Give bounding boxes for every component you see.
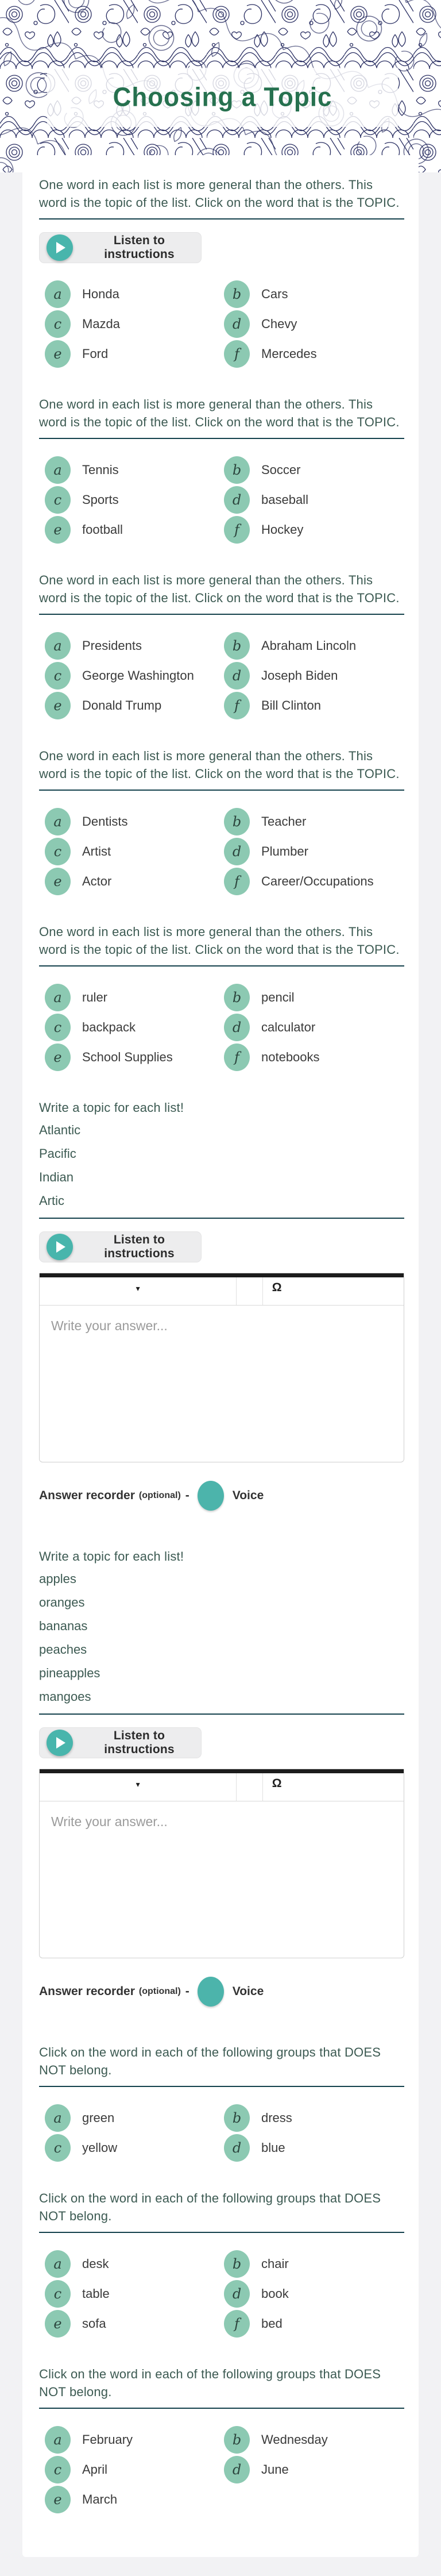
paragraph-format-dropdown[interactable] <box>40 1773 237 1801</box>
option-letter-badge: c <box>45 486 71 514</box>
option-letter-badge: b <box>224 2426 250 2454</box>
question-divider <box>39 614 404 615</box>
option-label: dress <box>261 2111 292 2125</box>
option-label: Abraham Lincoln <box>261 638 357 653</box>
option-label: football <box>82 522 123 537</box>
page-bottom-gap <box>0 2557 441 2576</box>
option-f[interactable] <box>224 340 404 368</box>
list-word: apples <box>39 1572 76 1586</box>
question-block <box>39 2043 404 2162</box>
listen-label: Listen to instructions <box>104 1729 175 1756</box>
option-letter-badge: e <box>45 516 71 544</box>
option-label: Dentists <box>82 814 128 829</box>
option-e[interactable] <box>45 516 218 544</box>
question-block <box>39 176 404 368</box>
toolbar-separator <box>237 1277 262 1305</box>
option-letter-badge: e <box>45 2486 71 2513</box>
worksheet-card <box>22 155 419 2557</box>
voice-recorder-button[interactable] <box>198 1481 224 1511</box>
option-b[interactable] <box>224 280 404 308</box>
option-letter-badge: d <box>224 310 250 338</box>
question-divider <box>39 2232 404 2233</box>
option-letter-badge: f <box>224 1044 250 1071</box>
option-d[interactable] <box>224 662 404 690</box>
editor-toolbar <box>40 1277 404 1306</box>
option-f[interactable] <box>224 1044 404 1071</box>
option-d[interactable] <box>224 2134 404 2162</box>
questions <box>39 176 404 2513</box>
recorder-optional-label: (optional) <box>138 1986 181 1996</box>
option-c[interactable] <box>45 2134 218 2162</box>
option-letter-badge: f <box>224 516 250 544</box>
toolbar-separator <box>237 1773 262 1801</box>
option-label: Tennis <box>82 463 119 477</box>
option-d[interactable] <box>224 310 404 338</box>
option-letter-badge: f <box>224 692 250 719</box>
option-c[interactable] <box>45 2456 218 2483</box>
option-letter-badge: d <box>224 662 250 690</box>
option-label: Actor <box>82 874 112 888</box>
option-f[interactable] <box>224 868 404 895</box>
omega-icon: Ω <box>272 1281 282 1294</box>
option-label: desk <box>82 2257 109 2271</box>
option-a[interactable] <box>45 632 218 660</box>
list-word: Artic <box>39 1193 64 1208</box>
worksheet-header <box>0 0 441 172</box>
answer-recorder-row <box>39 1481 404 1511</box>
option-letter-badge: d <box>224 2134 250 2162</box>
options-grid <box>39 632 404 719</box>
question-block <box>39 395 404 544</box>
option-label: Donald Trump <box>82 698 162 713</box>
option-c[interactable] <box>45 838 218 865</box>
question-prompt: One word in each list is more general than the others. This word is the topic of the list. Click on the word that is the TOPIC. <box>39 925 400 957</box>
option-a[interactable] <box>45 2104 218 2132</box>
option-letter-badge: d <box>224 2456 250 2483</box>
option-a[interactable] <box>45 808 218 835</box>
option-letter-badge: c <box>45 2456 71 2483</box>
option-f[interactable] <box>224 516 404 544</box>
option-letter-badge: b <box>224 2104 250 2132</box>
option-letter-badge: a <box>45 456 71 484</box>
list-word: Atlantic <box>39 1123 81 1137</box>
question-divider <box>39 1218 404 1219</box>
option-b[interactable] <box>224 632 404 660</box>
option-e[interactable] <box>45 692 218 719</box>
special-characters-button[interactable] <box>263 1773 282 1801</box>
question-prompt: One word in each list is more general than the others. This word is the topic of the list. Click on the word that is the TOPIC. <box>39 178 400 210</box>
options-grid <box>39 2104 404 2162</box>
question-prompt: Write a topic for each list! <box>39 1549 184 1564</box>
option-e[interactable] <box>45 1044 218 1071</box>
recorder-label: Answer recorder <box>39 1489 135 1502</box>
option-label: Chevy <box>261 317 297 331</box>
question-prompt: One word in each list is more general than the others. This word is the topic of the list. Click on the word that is the TOPIC. <box>39 573 400 605</box>
option-e[interactable] <box>45 340 218 368</box>
question-prompt: Click on the word in each of the following groups that DOES NOT belong. <box>39 2191 381 2223</box>
list-word: bananas <box>39 1619 88 1633</box>
paragraph-format-dropdown[interactable] <box>40 1277 237 1305</box>
option-b[interactable] <box>224 984 404 1011</box>
option-label: Career/Occupations <box>261 874 374 888</box>
option-letter-badge: e <box>45 340 71 368</box>
option-letter-badge: b <box>224 2250 250 2278</box>
option-f[interactable] <box>224 2310 404 2338</box>
omega-icon: Ω <box>272 1777 282 1790</box>
options-grid <box>39 808 404 895</box>
editor-toolbar <box>40 1773 404 1801</box>
word-list <box>39 1120 404 1211</box>
question-divider <box>39 965 404 967</box>
option-letter-badge: d <box>224 838 250 865</box>
option-label: green <box>82 2111 115 2125</box>
option-letter-badge: a <box>45 2426 71 2454</box>
option-label: Artist <box>82 844 111 858</box>
answer-recorder-row <box>39 1977 404 2007</box>
option-letter-badge: e <box>45 692 71 719</box>
question-block <box>39 2189 404 2338</box>
option-c[interactable] <box>45 486 218 514</box>
listen-to-instructions-button[interactable] <box>39 232 202 263</box>
list-word: Indian <box>39 1170 74 1184</box>
editor-top-bar <box>40 1273 404 1277</box>
listen-label: Listen to instructions <box>104 1233 175 1260</box>
option-label: sofa <box>82 2316 106 2331</box>
question-divider <box>39 790 404 791</box>
option-letter-badge: c <box>45 310 71 338</box>
option-label: February <box>82 2432 133 2447</box>
option-b[interactable] <box>224 808 404 835</box>
option-label: April <box>82 2462 108 2477</box>
question-prompt: Write a topic for each list! <box>39 1100 184 1115</box>
option-b[interactable] <box>224 2426 404 2454</box>
option-letter-badge: d <box>224 1014 250 1041</box>
option-letter-badge: a <box>45 2104 71 2132</box>
option-label: Wednesday <box>261 2432 328 2447</box>
option-label: chair <box>261 2257 289 2271</box>
option-letter-badge: e <box>45 1044 71 1071</box>
option-label: Cars <box>261 287 288 301</box>
option-label: Hockey <box>261 522 304 537</box>
chevron-down-icon: ▾ <box>136 1284 140 1293</box>
option-letter-badge: a <box>45 808 71 835</box>
option-label: Soccer <box>261 463 301 477</box>
option-e[interactable] <box>45 2486 218 2513</box>
option-a[interactable] <box>45 280 218 308</box>
option-letter-badge: f <box>224 2310 250 2338</box>
option-label: baseball <box>261 492 308 507</box>
option-letter-badge: b <box>224 632 250 660</box>
option-label: George Washington <box>82 668 194 683</box>
option-label: Sports <box>82 492 119 507</box>
answer-input[interactable] <box>40 1801 404 1958</box>
option-letter-badge: e <box>45 2310 71 2338</box>
question-divider <box>39 2408 404 2409</box>
option-b[interactable] <box>224 2250 404 2278</box>
option-f[interactable] <box>224 692 404 719</box>
list-word: mangoes <box>39 1689 91 1704</box>
option-d[interactable] <box>224 2280 404 2308</box>
option-b[interactable] <box>224 456 404 484</box>
voice-recorder-button[interactable] <box>198 1977 224 2007</box>
listen-to-instructions-button[interactable] <box>39 1231 202 1262</box>
option-letter-badge: e <box>45 868 71 895</box>
listen-label: Listen to instructions <box>104 234 175 261</box>
option-label: notebooks <box>261 1050 320 1064</box>
listen-to-instructions-button[interactable] <box>39 1727 202 1758</box>
answer-input[interactable] <box>40 1306 404 1462</box>
option-label: Teacher <box>261 814 307 829</box>
option-label: Plumber <box>261 844 308 858</box>
option-letter-badge: c <box>45 838 71 865</box>
question-divider <box>39 2086 404 2087</box>
option-label: book <box>261 2286 289 2301</box>
option-letter-badge: c <box>45 1014 71 1041</box>
recorder-optional-label: (optional) <box>138 1491 181 1500</box>
question-divider <box>39 438 404 439</box>
list-word: pineapples <box>39 1666 100 1680</box>
option-letter-badge: c <box>45 2280 71 2308</box>
question-divider <box>39 218 404 220</box>
question-block <box>39 2365 404 2513</box>
question-prompt: Click on the word in each of the following groups that DOES NOT belong. <box>39 2045 381 2077</box>
play-icon <box>47 234 73 261</box>
option-a[interactable] <box>45 2426 218 2454</box>
question-block <box>39 923 404 1071</box>
recorder-dash: - <box>185 1489 189 1502</box>
option-label: Mazda <box>82 317 121 331</box>
option-label: blue <box>261 2140 285 2155</box>
question-block <box>39 1547 404 2007</box>
question-prompt: One word in each list is more general than the others. This word is the topic of the list. Click on the word that is the TOPIC. <box>39 749 400 781</box>
question-block <box>39 571 404 719</box>
word-list <box>39 1569 404 1707</box>
option-letter-badge: f <box>224 868 250 895</box>
option-letter-badge: a <box>45 280 71 308</box>
options-grid <box>39 984 404 1071</box>
option-letter-badge: b <box>224 984 250 1011</box>
option-label: pencil <box>261 990 295 1004</box>
question-prompt: One word in each list is more general than the others. This word is the topic of the list. Click on the word that is the TOPIC. <box>39 397 400 429</box>
option-letter-badge: d <box>224 2280 250 2308</box>
option-e[interactable] <box>45 868 218 895</box>
option-label: Joseph Biden <box>261 668 338 683</box>
option-letter-badge: a <box>45 984 71 1011</box>
option-letter-badge: d <box>224 486 250 514</box>
special-characters-button[interactable] <box>263 1277 282 1305</box>
play-icon <box>47 1234 73 1260</box>
option-label: March <box>82 2492 118 2506</box>
option-label: calculator <box>261 1020 316 1034</box>
recorder-voice-label: Voice <box>232 1985 264 1998</box>
option-letter-badge: b <box>224 808 250 835</box>
option-a[interactable] <box>45 2250 218 2278</box>
options-grid <box>39 456 404 544</box>
option-label: Ford <box>82 346 109 361</box>
option-d[interactable] <box>224 1014 404 1041</box>
option-label: table <box>82 2286 110 2301</box>
list-word: oranges <box>39 1595 85 1609</box>
option-label: yellow <box>82 2140 118 2155</box>
option-label: School Supplies <box>82 1050 173 1064</box>
option-label: ruler <box>82 990 108 1004</box>
options-grid <box>39 2250 404 2338</box>
option-letter-badge: f <box>224 340 250 368</box>
option-letter-badge: c <box>45 662 71 690</box>
option-d[interactable] <box>224 838 404 865</box>
recorder-dash: - <box>185 1985 189 1998</box>
option-c[interactable] <box>45 310 218 338</box>
option-d[interactable] <box>224 2456 404 2483</box>
option-label: Presidents <box>82 638 142 653</box>
option-c[interactable] <box>45 2280 218 2308</box>
option-letter-badge: b <box>224 456 250 484</box>
option-c[interactable] <box>45 1014 218 1041</box>
option-label: Mercedes <box>261 346 317 361</box>
option-label: Honda <box>82 287 119 301</box>
option-label: Bill Clinton <box>261 698 321 713</box>
option-a[interactable] <box>45 456 218 484</box>
list-word: Pacific <box>39 1146 76 1161</box>
option-letter-badge: c <box>45 2134 71 2162</box>
play-icon <box>47 1730 73 1756</box>
title-banner <box>47 68 398 127</box>
option-letter-badge: b <box>224 280 250 308</box>
option-b[interactable] <box>224 2104 404 2132</box>
question-block <box>39 747 404 895</box>
recorder-label: Answer recorder <box>39 1985 135 1998</box>
recorder-voice-label: Voice <box>232 1489 264 1502</box>
option-e[interactable] <box>45 2310 218 2338</box>
question-block <box>39 1099 404 1511</box>
question-divider <box>39 1714 404 1715</box>
answer-editor <box>39 1769 404 1958</box>
option-label: backpack <box>82 1020 136 1034</box>
question-prompt: Click on the word in each of the following groups that DOES NOT belong. <box>39 2367 381 2399</box>
option-label: bed <box>261 2316 283 2331</box>
option-label: June <box>261 2462 289 2477</box>
option-d[interactable] <box>224 486 404 514</box>
page-title: Choosing a Topic <box>113 82 332 112</box>
option-letter-badge: a <box>45 632 71 660</box>
options-grid <box>39 2426 404 2513</box>
option-c[interactable] <box>45 662 218 690</box>
answer-editor <box>39 1273 404 1462</box>
editor-top-bar <box>40 1769 404 1773</box>
chevron-down-icon: ▾ <box>136 1780 140 1789</box>
options-grid <box>39 280 404 368</box>
option-a[interactable] <box>45 984 218 1011</box>
list-word: peaches <box>39 1642 87 1657</box>
option-letter-badge: a <box>45 2250 71 2278</box>
